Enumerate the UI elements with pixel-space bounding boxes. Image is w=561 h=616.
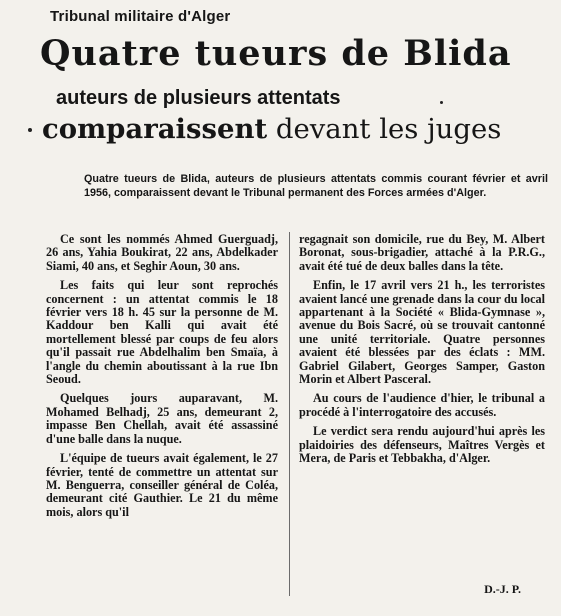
column-divider [289,232,290,596]
author-signature: D.-J. P. [484,582,521,596]
paragraph: L'équipe de tueurs avait également, le 27 février, tenté de commettre un attentat sur M. Benguerra, conseiller général de Coléa, demeurant cité Gauthier. Le 21 du même mois, alors qu'il [46,451,278,519]
paragraph: Ce sont les nommés Ahmed Guerguadj, 26 ans, Yahia Boukirat, 22 ans, Abdelkader Siami, 40 ans, et Seghir Aoun, 30 ans. [46,232,278,273]
paragraph: Les faits qui leur sont reprochés concernent : un attentat commis le 18 février vers 18 h. 45 sur la personne de M. Kaddour ben Kalli qui avait été mortellement blessé par coups de feu alors qu'il passait rue Abdelhalim ben Smaïa, à l'angle du chemin aboutissant à la rue Ibn Seoud. [46,278,278,387]
paragraph: Quelques jours auparavant, M. Mohamed Belhadj, 25 ans, demeurant 2, impasse Ben Chellah, avait été assassiné d'une balle dans la nuque. [46,391,278,446]
ink-dot [440,101,443,104]
subhead: auteurs de plusieurs attentats [56,87,341,109]
paragraph: Le verdict sera rendu aujourd'hui après les plaidoiries des défenseurs, Maîtres Vergès et Mera, de Paris et Tebbakha, d'Alger. [299,424,545,466]
headline-second-light: devant les juges [267,113,502,145]
lede-paragraph: Quatre tueurs de Blida, auteurs de plusieurs attentats commis courant février et avril 1956, comparaissent devant le Tribunal permanent des Forces armées d'Alger. [84,173,548,199]
paragraph: Enfin, le 17 avril vers 21 h., les terroristes avaient lancé une grenade dans la cour du local appartenant à la Société « Blida-Gymnase », avenue du Bois Sacré, où se trouvait cantonné une unité territoriale. Quatre personnes avaient été blessées par des éclats : MM. Gabriel Gilabert, Georges Samper, Gaston Morin et Albert Pasceral. [299,278,545,387]
paragraph: regagnait son domicile, rue du Bey, M. Albert Boronat, sous-brigadier, attaché à la P.R.G., avait été tué de deux balles dans la tête. [299,232,545,273]
paragraph: Au cours de l'audience d'hier, le tribunal a procédé à l'interrogatoire des accusés. [299,391,545,419]
headline-second-bold: comparaissent [42,113,268,145]
headline: Quatre tueurs de Blida [40,33,512,74]
article-column-left [46,233,278,525]
article-column-right [299,233,545,472]
bullet-dot [28,128,32,132]
kicker: Tribunal militaire d'Alger [50,8,231,25]
headline-second-line [42,113,502,145]
